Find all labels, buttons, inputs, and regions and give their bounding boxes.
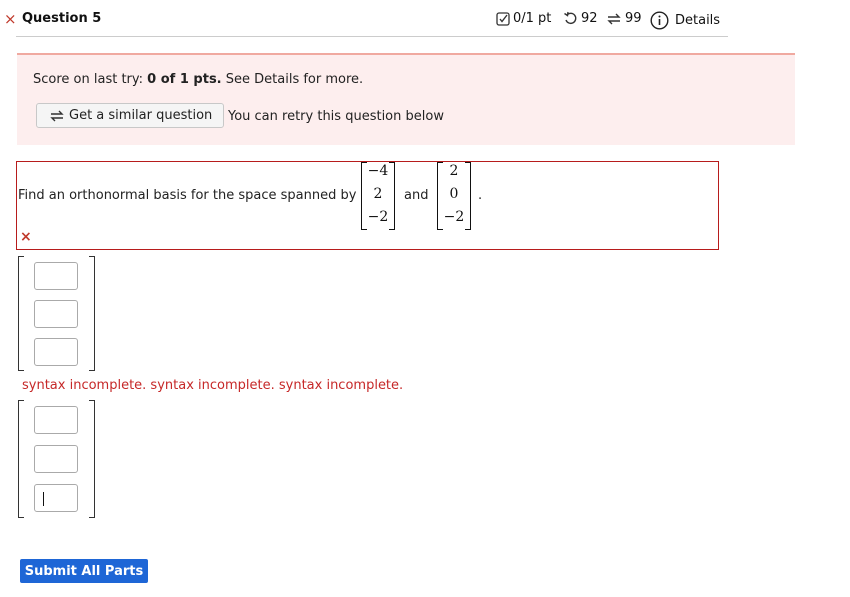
vector-a <box>361 162 395 230</box>
vector-a-entry: −4 <box>367 163 389 179</box>
details-label: Details <box>675 13 721 28</box>
answer-2-entry-3[interactable] <box>34 484 78 512</box>
header-divider <box>16 36 728 37</box>
connector-text: and <box>404 188 429 203</box>
prompt-end: . <box>478 188 483 203</box>
similar-question-button[interactable] <box>36 103 224 128</box>
similar-meta <box>606 11 642 26</box>
question-title: Question 5 <box>22 11 102 26</box>
answer-vector-2 <box>18 400 95 518</box>
answer-2-entry-1[interactable] <box>34 406 78 434</box>
score-suffix: See Details for more. <box>225 72 364 87</box>
undo-icon <box>563 11 578 26</box>
vector-a-entry: −2 <box>367 209 389 225</box>
answer-vector-1 <box>18 256 95 371</box>
text-caret <box>43 492 44 506</box>
answer-2-entry-2[interactable] <box>34 445 78 473</box>
incorrect-icon: × <box>4 10 17 28</box>
similar-value: 99 <box>625 11 642 26</box>
submit-all-parts-button[interactable]: Submit All Parts <box>20 559 148 583</box>
vector-b-entry: 2 <box>449 163 459 179</box>
retries-value: 92 <box>581 11 598 26</box>
answer-1-entry-1[interactable] <box>34 262 78 290</box>
swap-icon <box>49 109 65 123</box>
question-prompt: Find an orthonormal basis for the space spanned by <box>18 188 357 203</box>
answer-1-entry-3[interactable] <box>34 338 78 366</box>
vector-b <box>437 162 471 230</box>
retry-note: You can retry this question below <box>228 109 444 124</box>
similar-button-label: Get a similar question <box>69 108 213 123</box>
swap-icon <box>606 12 622 26</box>
vector-b-entry: −2 <box>443 209 465 225</box>
score-summary <box>33 72 363 87</box>
score-points: 0 of 1 pts. <box>147 72 222 87</box>
answer-1-entry-2[interactable] <box>34 300 78 328</box>
score-value: 0/1 pt <box>513 11 552 26</box>
score-panel <box>17 53 795 145</box>
details-link[interactable] <box>650 11 720 30</box>
info-icon <box>650 11 669 30</box>
retries-meta <box>563 11 598 26</box>
incorrect-icon: × <box>20 229 32 245</box>
vector-b-entry: 0 <box>449 186 459 202</box>
score-meta <box>496 11 551 26</box>
checkbox-icon <box>496 12 510 26</box>
score-prefix: Score on last try: <box>33 72 144 87</box>
vector-a-entry: 2 <box>373 186 383 202</box>
error-message: syntax incomplete. syntax incomplete. syntax incomplete. <box>22 378 404 393</box>
